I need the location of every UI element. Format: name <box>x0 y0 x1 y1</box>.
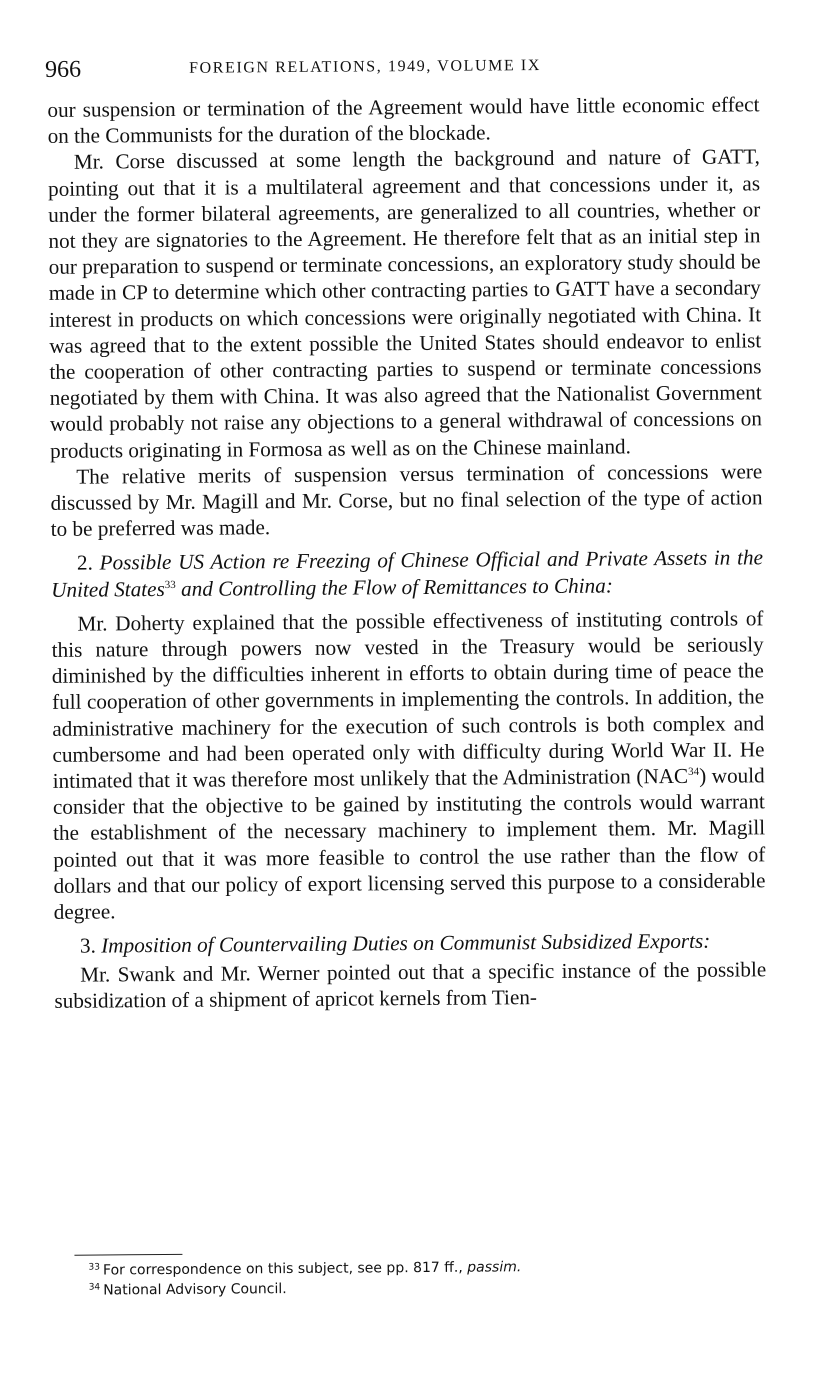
paragraph-swank-werner: Mr. Swank and Mr. Werner pointed out that a specific instance of the possible subsidization of a shipment of apricot kernels from Tien- <box>54 956 767 1013</box>
page-number: 966 <box>45 56 82 83</box>
section-heading-3 <box>54 928 766 960</box>
footnote-34 <box>89 1275 769 1300</box>
paragraph-continuation: our suspension or termination of the Agreement would have little economic effect on the Communists for the duration of the blockade. <box>47 92 760 149</box>
page-body <box>47 91 766 1013</box>
paragraph-relative-merits: The relative merits of suspension versus termination of concessions were discussed by Mr. Magill and Mr. Corse, but no final selection of the type of action to be preferred was made. <box>50 459 763 542</box>
footnote-italic-33: passim. <box>467 1259 522 1276</box>
footnotes <box>88 1255 768 1300</box>
paragraph-doherty <box>51 605 765 925</box>
section-title-3: Imposition of Countervailing Duties on Communist Subsidized Exports: <box>101 929 711 958</box>
paragraph-doherty-part-a: Mr. Doherty explained that the possible effectiveness of instituting controls of this nature through powers now vested in the Treasury would be seriously diminished by the difficulties inherent in efforts to obtain during time of peace the full cooperation of other governments in implementing the controls. In addition, the administrative machinery for the execution of such controls is both complex and cumbersome and had been operated only with difficulty during World War II. He intimated that it was therefore most unlikely that the Administration (NAC <box>51 606 765 793</box>
footnote-divider <box>74 1254 182 1256</box>
running-head: FOREIGN RELATIONS, 1949, VOLUME IX <box>189 57 542 77</box>
section-number-3: 3. <box>79 933 96 958</box>
footnote-text-33: For correspondence on this subject, see pp. 817 ff., <box>102 1259 468 1279</box>
section-title-2a: Possible US Action re Freezing of Chinese Official and Private Assets in the United States <box>51 545 764 602</box>
footnote-ref-33: 33 <box>164 578 176 591</box>
paragraph-corse-gatt: Mr. Corse discussed at some length the background and nature of GATT, pointing out that it is a multilateral agreement and that concessions under it, as under the former bilateral agreements, are generalized to all countries, whether or not they are signatories to the Agreement. He therefore felt that as an initial step in our preparation to suspend or terminate concessions, an exploratory study should be made in CP to determine which other contracting parties to GATT have a secondary interest in products on which concessions were originally negotiated with China. It was agreed that to the extent possible the United States should endeavor to enlist the cooperation of other contracting parties to suspend or terminate concessions negotiated by them with China. It was also agreed that the Nationalist Government would probably not raise any objections to a general withdrawal of concessions on products originating in Formosa as well as on the Chinese mainland. <box>47 144 762 463</box>
section-heading-2 <box>51 545 763 603</box>
paragraph-doherty-part-b: ) would consider that the objective to be gained by instituting the controls would warrant the establishment of the necessary machinery to implement them. Mr. Magill pointed out that it was more feasible to control the use rather than the flow of dollars and that our policy of export licensing served this purpose to a considerable degree. <box>52 763 766 924</box>
footnote-text-34: National Advisory Council. <box>103 1281 287 1299</box>
footnote-mark-34: 34 <box>88 1282 101 1293</box>
footnote-ref-34: 34 <box>688 765 700 778</box>
section-title-2b: and Controlling the Flow of Remittances to China: <box>180 573 613 601</box>
section-number-2: 2. <box>76 551 93 576</box>
page-header <box>45 51 765 87</box>
footnote-mark-33: 33 <box>88 1262 101 1273</box>
